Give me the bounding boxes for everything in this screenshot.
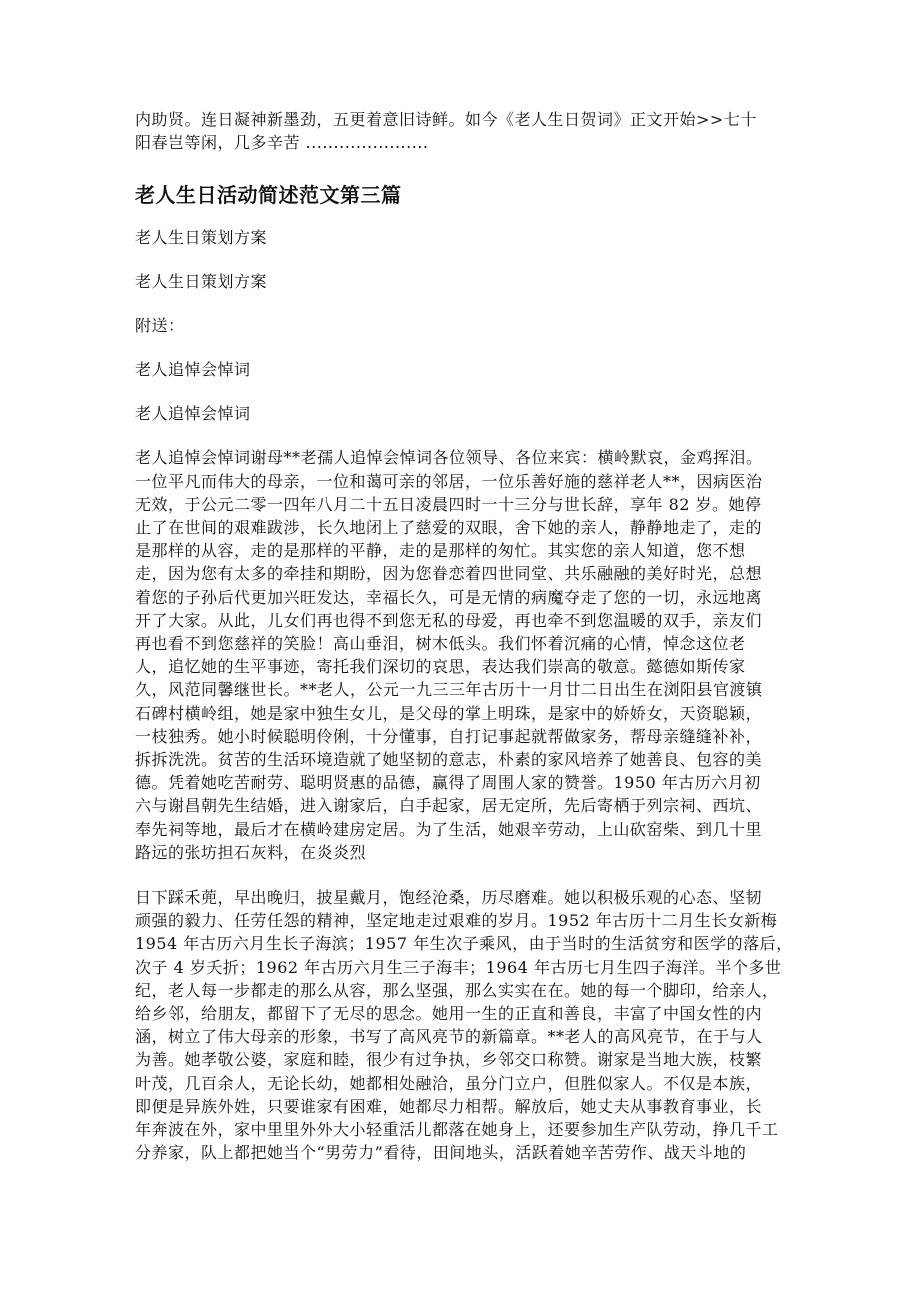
- text-line: 日下踩禾蔸，早出晚归，披星戴月，饱经沧桑，历尽磨难。她以积极乐观的心态、坚韧: [135, 888, 763, 908]
- text-line: 年奔波在外，家中里里外外大小轻重活儿都落在她身上，还要参加生产队劳动，挣几千工: [135, 1120, 779, 1140]
- eulogy-paragraph-2: [135, 886, 793, 1164]
- text-line: 走，因为您有太多的牵挂和期盼，因为您眷恋着四世同堂、共乐融融的美好时光，总想: [135, 564, 763, 584]
- text-line: 拆拆洗洗。贫苦的生活环境造就了她坚韧的意志，朴素的家风培养了她善良、包容的美: [135, 750, 763, 770]
- text-line: 一枝独秀。她小时候聪明伶俐，十分懂事，自打记事起就帮做家务，帮母亲缝缝补补，: [135, 726, 763, 746]
- text-line: 给乡邻，给朋友，都留下了无尽的思念。她用一生的正直和善良，丰富了中国女性的内: [135, 1004, 763, 1024]
- text-line: 内助贤。连日凝神新墨劲，五更着意旧诗鲜。如今《老人生日贺词》正文开始>>七十: [135, 110, 757, 129]
- text-line: 1954 年古历六月生长子海滨；1957 年生次子乘风，由于当时的生活贫穷和医学的落后，: [135, 934, 793, 954]
- text-line: 老人追悼会悼词谢母**老孺人追悼会悼词各位领导、各位来宾：横岭默哀，金鸡挥泪。: [135, 448, 763, 468]
- text-line: 分养家，队上都把她当个“男劳力”看待，田间地头，活跃着她辛苦劳作、战天斗地的: [135, 1143, 747, 1163]
- subtitle-line: 老人生日策划方案: [135, 228, 268, 248]
- document-page: [135, 108, 793, 1165]
- subtitle-line: 老人追悼会悼词: [135, 360, 251, 380]
- text-line: 着您的子孙后代更加兴旺发达，幸福长久，可是无情的病魔夺走了您的一切，永远地离: [135, 587, 763, 607]
- text-line: 开了大家。从此，儿女们再也得不到您无私的母爱，再也牵不到您温暖的双手，亲友们: [135, 610, 763, 630]
- text-line: 叶茂，几百余人，无论长幼，她都相处融洽，虽分门立户，但胜似家人。不仅是本族，: [135, 1073, 763, 1093]
- subtitle-line: 老人生日策划方案: [135, 272, 268, 292]
- text-line: 久，风范同馨继世长。**老人，公元一九三三年古历十一月廿二日出生在浏阳县官渡镇: [135, 680, 763, 700]
- text-line: 为善。她孝敬公婆，家庭和睦，很少有过争执，乡邻交口称赞。谢家是当地大族，枝繁: [135, 1050, 763, 1070]
- text-line: 石碑村横岭组，她是家中独生女儿，是父母的掌上明珠，是家中的娇娇女，天资聪颖，: [135, 703, 763, 723]
- section-heading: 老人生日活动简述范文第三篇: [135, 183, 402, 208]
- text-line: 顽强的毅力、任劳任怨的精神，坚定地走过艰难的岁月。1952 年古历十二月生长女新梅: [135, 911, 778, 931]
- text-line: 路远的张坊担石灰料，在炎炎烈: [135, 842, 367, 862]
- text-line: 人，追忆她的生平事迹，寄托我们深切的哀思，表达我们崇高的敬意。懿德如斯传家: [135, 657, 746, 677]
- eulogy-paragraph-1: [135, 446, 785, 864]
- text-line: 止了在世间的艰难跋涉，长久地闭上了慈爱的双眼，舍下她的亲人，静静地走了，走的: [135, 518, 763, 538]
- text-line: 德。凭着她吃苦耐劳、聪明贤惠的品德，赢得了周围人家的赞誉。1950 年古历六月初: [135, 773, 761, 793]
- text-line: 六与谢昌朝先生结婚，进入谢家后，白手起家，居无定所，先后寄栖于列宗祠、西坑、: [135, 796, 763, 816]
- attachment-label: 附送：: [135, 316, 185, 336]
- intro-text: [135, 108, 785, 154]
- text-line: 涵，树立了伟大母亲的形象，书写了高风亮节的新篇章。**老人的高风亮节，在于与人: [135, 1027, 763, 1047]
- text-line: 奉先祠等地，最后才在横岭建房定居。为了生活，她艰辛劳动，上山砍窑柴、到几十里: [135, 819, 763, 839]
- text-line: 次子 4 岁夭折；1962 年古历六月生三子海丰；1964 年古历七月生四子海洋。半个多世: [135, 957, 782, 977]
- text-line: 阳春岂等闲，几多辛苦 ......................: [135, 133, 429, 153]
- subtitle-line: 老人追悼会悼词: [135, 404, 251, 424]
- text-line: 是那样的从容，走的是那样的平静，走的是那样的匆忙。其实您的亲人知道，您不想: [135, 541, 746, 561]
- text-line: 一位平凡而伟大的母亲，一位和蔼可亲的邻居，一位乐善好施的慈祥老人**，因病医治: [135, 471, 763, 491]
- text-line: 无效，于公元二零一四年八月二十五日凌晨四时一十三分与世长辞，享年 82 岁。她停: [135, 494, 762, 514]
- text-line: 即便是异族外姓，只要谁家有困难，她都尽力相帮。解放后，她丈夫从事教育事业，长: [135, 1096, 763, 1116]
- text-line: 纪，老人每一步都走的那么从容，那么坚强，那么实实在在。她的每一个脚印，给亲人，: [135, 980, 779, 1000]
- text-line: 再也看不到您慈祥的笑脸！高山垂泪，树木低头。我们怀着沉痛的心情，悼念这位老: [135, 634, 746, 654]
